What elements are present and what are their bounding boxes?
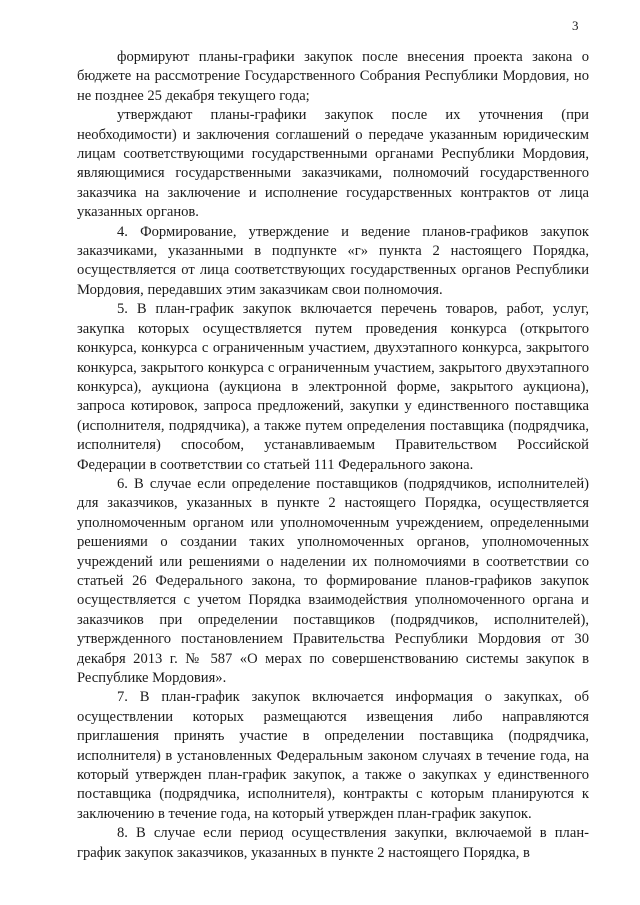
document-body xyxy=(77,48,589,863)
paragraph: 7. В план-график закупок включается информация о закупках, об осуществлении которых размещаются извещения либо направляются приглашения принять участие в определении поставщика (подрядчика, исполнителя) в установленных Федеральным законом случаях в течение года, на который утвержден план-график закупок, а также о закупках у единственного поставщика (подрядчика, исполнителя), контракты с которым планируются к заключению в течение года, на который утвержден план-график закупок. xyxy=(77,689,589,822)
page-number: 3 xyxy=(572,18,579,33)
paragraph: 8. В случае если период осуществления закупки, включаемой в план-график закупок заказчиков, указанных в пункте 2 настоящего Порядка, в xyxy=(77,825,589,861)
paragraph: формируют планы-графики закупок после внесения проекта закона о бюджете на рассмотрение Государственного Собрания Республики Мордовия, но не позднее 25 декабря текущего года; xyxy=(77,49,589,104)
paragraph: 6. В случае если определение поставщиков (подрядчиков, исполнителей) для заказчиков, указанных в пункте 2 настоящего Порядка, осуществляется уполномоченным органом или уполномоченным учреждением, определенными решениями о создании таких уполномоченных органов, уполномоченных учреждений или решениями о наделении их полномочиями в соответствии со статьей 26 Федерального закона, то формирование планов-графиков закупок осуществляется с учетом Порядка взаимодействия уполномоченного органа и заказчиков при определении поставщиков (подрядчиков, исполнителей), утвержденного постановлением Правительства Республики Мордовия от 30 декабря 2013 г. № 587 «О мерах по совершенствованию системы закупок в Республике Мордовия». xyxy=(77,475,589,686)
paragraph: 4. Формирование, утверждение и ведение планов-графиков закупок заказчиками, указанными в подпункте «г» пункта 2 настоящего Порядка, осуществляется от лица соответствующих государственных органов Республики Мордовия, передавших этим заказчикам свои полномочия. xyxy=(77,223,589,298)
paragraph: утверждают планы-графики закупок после их уточнения (при необходимости) и заключения соглашений о передаче указанным юридическим лицам соответствующими государственными органами Республики Мордовия, являющимися государственными заказчиками, полномочий государственного заказчика на заключение и исполнение государственных контрактов от лица указанных органов. xyxy=(77,107,589,221)
paragraph: 5. В план-график закупок включается перечень товаров, работ, услуг, закупка которых осуществляется путем проведения конкурса (открытого конкурса, конкурса с ограниченным участием, двухэтапного конкурса, закрытого конкурса, закрытого конкурса с ограниченным участием, закрытого двухэтапного конкурса), аукциона (аукциона в электронной форме, закрытого аукциона), запроса котировок, запроса предложений, закупки у единственного поставщика (исполнителя, подрядчика), а также путем определения поставщика (подрядчика, исполнителя) способом, устанавливаемым Правительством Российской Федерации в соответствии со статьей 111 Федерального закона. xyxy=(77,301,589,473)
